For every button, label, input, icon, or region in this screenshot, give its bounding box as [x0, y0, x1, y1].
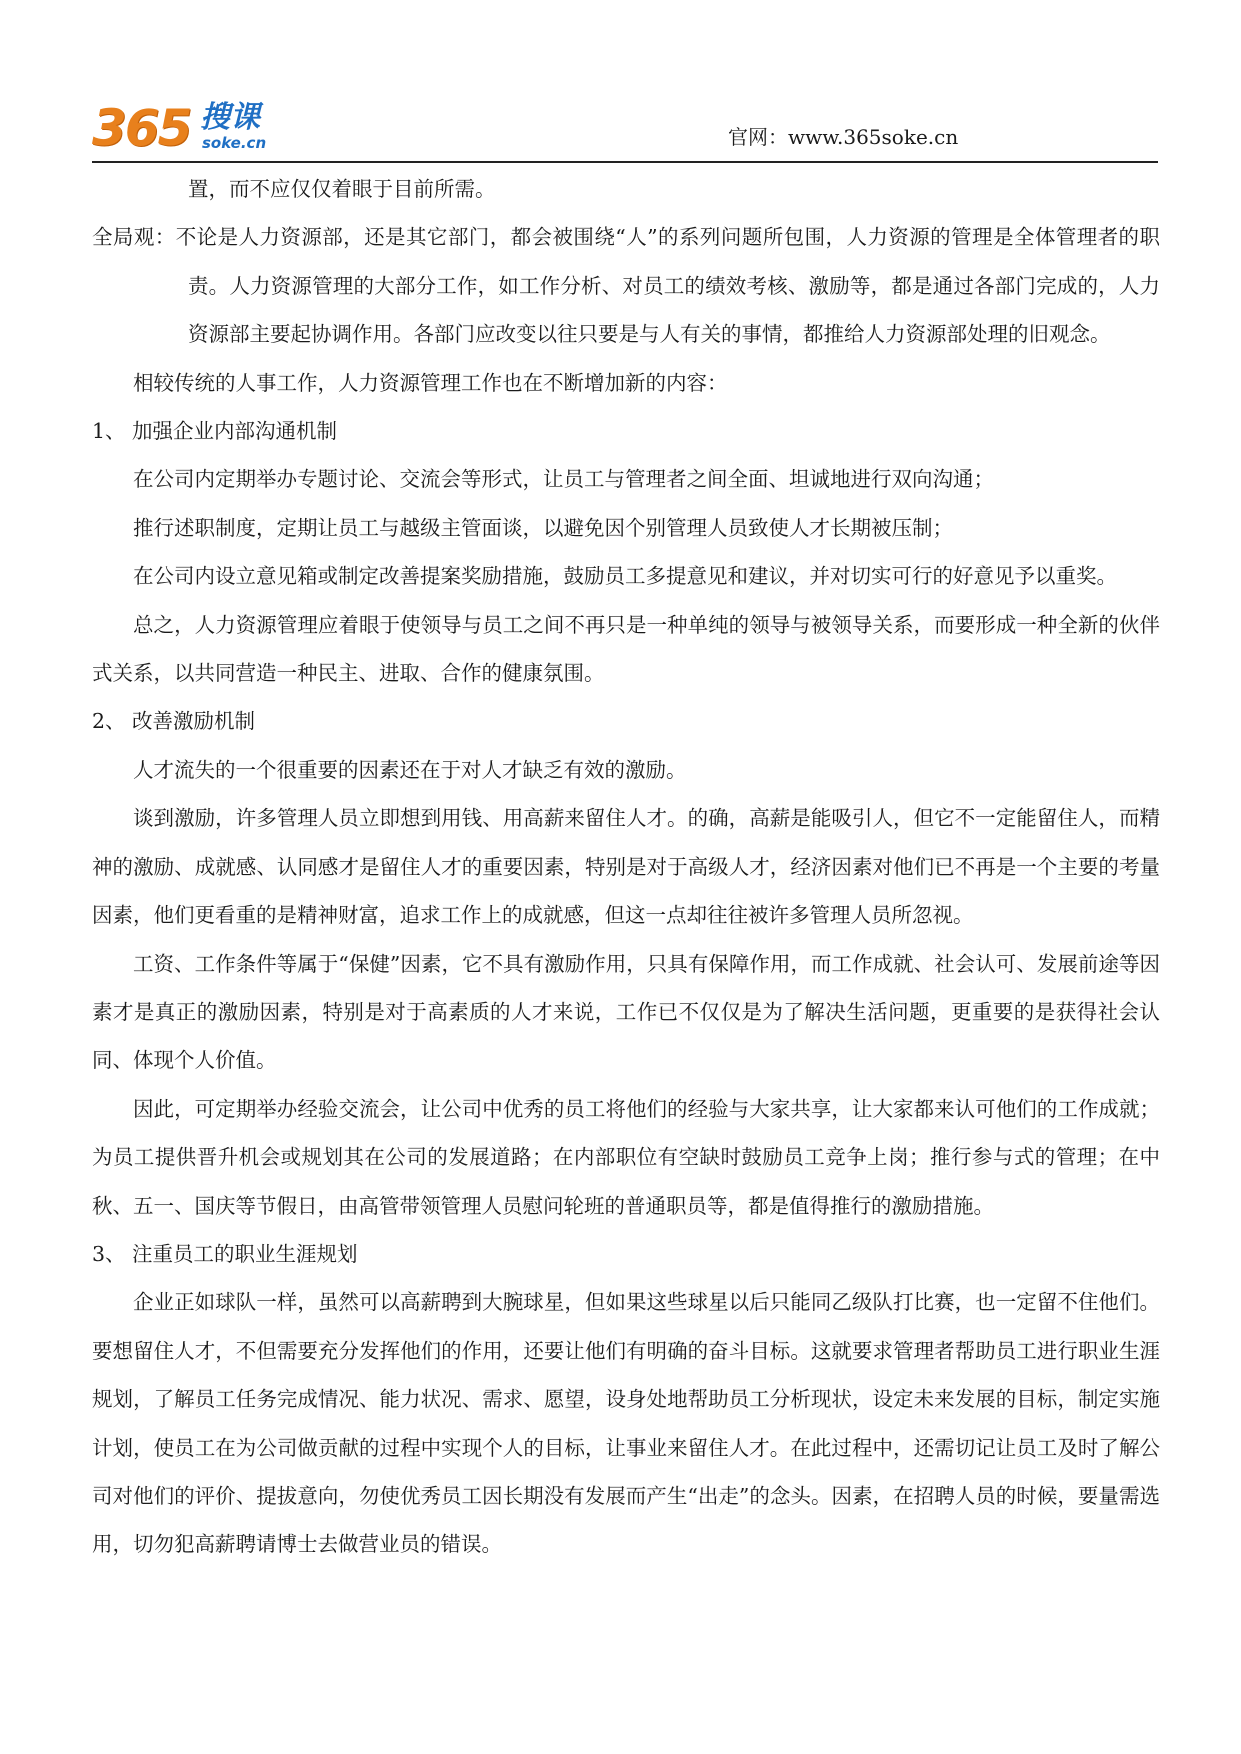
- site-url: 官网：www.365soke.cn: [728, 125, 959, 149]
- paragraph: 企业正如球队一样，虽然可以高薪聘到大腕球星，但如果这些球星以后只能同乙级队打比赛，也一定留不住他们。要想留住人才，不但需要充分发挥他们的作用，还要让他们有明确的奋斗目标。这就要求管理者帮助员工进行职业生涯规划，了解员工任务完成情况、能力状况、需求、愿望，设身处地帮助员工分析现状，设定未来发展的目标，制定实施计划，使员工在为公司做贡献的过程中实现个人的目标，让事业来留住人才。在此过程中，还需切记让员工及时了解公司对他们的评价、提拔意向，勿使优秀员工因长期没有发展而产生“出走”的念头。因素，在招聘人员的时候，要量需选用，切勿犯高薪聘请博士去做营业员的错误。: [92, 1290, 1160, 1557]
- list-item: 推行述职制度，定期让员工与越级主管面谈，以避免因个别管理人员致使人才长期被压制；: [133, 515, 953, 540]
- paragraph: 工资、工作条件等属于“保健”因素，它不具有激励作用，只具有保障作用，而工作成就、社会认可、发展前途等因素才是真正的激励因素，特别是对于高素质的人才来说，工作已不仅仅是为了解决生活问题，更重要的是获得社会认同、体现个人价值。: [92, 951, 1160, 1073]
- logo-chinese: 搜课: [200, 100, 260, 135]
- logo-number: 365: [92, 99, 191, 157]
- section-heading-2: 2、 改善激励机制: [92, 709, 256, 734]
- paragraph-global-view: 全局观：不论是人力资源部，还是其它部门，都会被围绕“人”的系列问题所包围，人力资源的管理是全体管理者的职责。人力资源管理的大部分工作，如工作分析、对员工的绩效考核、激励等，都是通过各部门完成的，人力资源部主要起协调作用。各部门应改变以往只要是与人有关的事情，都推给人力资源部处理的旧观念。: [92, 225, 1160, 347]
- section-heading-3: 3、 注重员工的职业生涯规划: [92, 1241, 358, 1266]
- paragraph-intro: 相较传统的人事工作，人力资源管理工作也在不断增加新的内容：: [133, 370, 728, 395]
- list-item: 在公司内设立意见箱或制定改善提案奖励措施，鼓励员工多提意见和建议，并对切实可行的好意见予以重奖。: [133, 564, 1117, 589]
- logo: [92, 100, 272, 158]
- paragraph-continued: 置，而不应仅仅着眼于目前所需。: [188, 177, 496, 201]
- logo-subtitle: soke.cn: [202, 134, 267, 152]
- paragraph: 谈到激励，许多管理人员立即想到用钱、用高薪来留住人才。的确，高薪是能吸引人，但它不一定能留住人，而精神的激励、成就感、认同感才是留住人才的重要因素，特别是对于高级人才，经济因素对他们已不再是一个主要的考量因素，他们更看重的是精神财富，追求工作上的成就感，但这一点却往往被许多管理人员所忽视。: [92, 806, 1160, 928]
- paragraph: 人才流失的一个很重要的因素还在于对人才缺乏有效的激励。: [133, 757, 687, 782]
- paragraph-summary: 总之，人力资源管理应着眼于使领导与员工之间不再只是一种单纯的领导与被领导关系，而要形成一种全新的伙伴式关系，以共同营造一种民主、进取、合作的健康氛围。: [92, 612, 1160, 686]
- list-item: 在公司内定期举办专题讨论、交流会等形式，让员工与管理者之间全面、坦诚地进行双向沟通；: [133, 467, 994, 492]
- document-body: [92, 165, 1160, 1569]
- section-heading-1: 1、 加强企业内部沟通机制: [92, 419, 338, 444]
- paragraph: 因此，可定期举办经验交流会，让公司中优秀的员工将他们的经验与大家共享，让大家都来认可他们的工作成就；为员工提供晋升机会或规划其在公司的发展道路；在内部职位有空缺时鼓励员工竞争上岗；推行参与式的管理；在中秋、五一、国庆等节假日，由高管带领管理人员慰问轮班的普通职员等，都是值得推行的激励措施。: [92, 1096, 1160, 1218]
- header-divider: [92, 161, 1158, 163]
- page-header: [0, 0, 1241, 163]
